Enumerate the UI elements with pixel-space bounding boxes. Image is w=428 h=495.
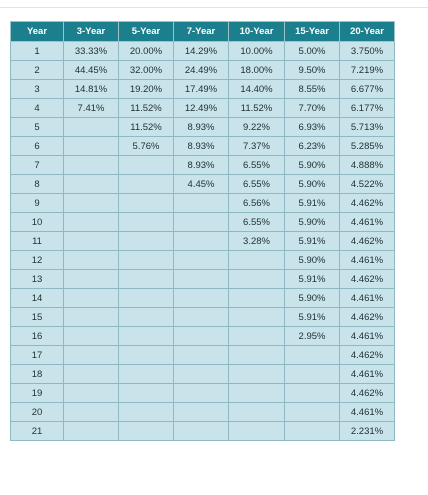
rate-cell — [64, 118, 119, 137]
rate-cell: 4.462% — [340, 346, 395, 365]
rate-cell — [64, 289, 119, 308]
rate-cell: 4.462% — [340, 232, 395, 251]
rate-cell: 6.55% — [229, 213, 285, 232]
column-header-15-year: 15-Year — [285, 22, 340, 42]
table-header — [11, 22, 395, 42]
rate-cell — [174, 384, 229, 403]
rate-cell: 11.52% — [229, 99, 285, 118]
table-row — [11, 346, 395, 365]
column-header-5-year: 5-Year — [119, 22, 174, 42]
year-cell: 18 — [11, 365, 64, 384]
table-row — [11, 251, 395, 270]
rate-cell — [229, 384, 285, 403]
rate-cell — [174, 346, 229, 365]
column-header-year: Year — [11, 22, 64, 42]
rate-cell — [119, 346, 174, 365]
rate-cell — [64, 422, 119, 441]
rate-cell: 6.55% — [229, 175, 285, 194]
column-header-20-year: 20-Year — [340, 22, 395, 42]
table-row — [11, 403, 395, 422]
table-row — [11, 42, 395, 61]
rate-cell: 8.55% — [285, 80, 340, 99]
rate-cell: 8.93% — [174, 137, 229, 156]
year-cell: 13 — [11, 270, 64, 289]
rate-cell: 19.20% — [119, 80, 174, 99]
rate-cell: 5.90% — [285, 289, 340, 308]
table-row — [11, 327, 395, 346]
rate-cell — [64, 156, 119, 175]
rate-cell: 4.462% — [340, 384, 395, 403]
rate-cell — [119, 365, 174, 384]
rate-cell — [285, 346, 340, 365]
rate-cell: 4.462% — [340, 270, 395, 289]
rate-cell — [64, 270, 119, 289]
rate-cell: 10.00% — [229, 42, 285, 61]
rate-cell — [64, 365, 119, 384]
rate-cell — [119, 289, 174, 308]
rate-cell — [174, 327, 229, 346]
rate-cell: 9.50% — [285, 61, 340, 80]
rate-cell — [285, 365, 340, 384]
rate-cell: 5.91% — [285, 194, 340, 213]
rate-cell: 6.23% — [285, 137, 340, 156]
table-row — [11, 308, 395, 327]
rate-cell — [119, 232, 174, 251]
year-cell: 1 — [11, 42, 64, 61]
rate-cell — [174, 403, 229, 422]
table-body — [11, 42, 395, 441]
rate-cell — [174, 422, 229, 441]
rate-cell: 11.52% — [119, 99, 174, 118]
rate-cell: 5.00% — [285, 42, 340, 61]
rate-cell: 4.461% — [340, 365, 395, 384]
rate-cell: 5.91% — [285, 270, 340, 289]
year-cell: 17 — [11, 346, 64, 365]
rate-cell: 4.461% — [340, 289, 395, 308]
rate-cell: 12.49% — [174, 99, 229, 118]
table-row — [11, 118, 395, 137]
rate-cell — [229, 365, 285, 384]
rate-cell: 4.888% — [340, 156, 395, 175]
rate-cell: 5.91% — [285, 232, 340, 251]
year-cell: 10 — [11, 213, 64, 232]
table-row — [11, 80, 395, 99]
rate-cell: 2.231% — [340, 422, 395, 441]
table-row — [11, 137, 395, 156]
rate-cell — [119, 251, 174, 270]
rate-cell: 5.713% — [340, 118, 395, 137]
depreciation-table — [10, 21, 395, 441]
rate-cell — [174, 289, 229, 308]
table-row — [11, 194, 395, 213]
rate-cell: 6.93% — [285, 118, 340, 137]
rate-cell: 8.93% — [174, 118, 229, 137]
rate-cell: 4.522% — [340, 175, 395, 194]
rate-cell: 5.76% — [119, 137, 174, 156]
depreciation-table-container — [10, 21, 395, 441]
year-cell: 19 — [11, 384, 64, 403]
year-cell: 21 — [11, 422, 64, 441]
rate-cell: 4.461% — [340, 213, 395, 232]
rate-cell — [229, 422, 285, 441]
rate-cell — [64, 403, 119, 422]
rate-cell: 4.462% — [340, 194, 395, 213]
rate-cell: 4.461% — [340, 251, 395, 270]
rate-cell — [119, 308, 174, 327]
rate-cell: 7.37% — [229, 137, 285, 156]
rate-cell — [174, 308, 229, 327]
rate-cell — [229, 327, 285, 346]
column-header-7-year: 7-Year — [174, 22, 229, 42]
rate-cell — [64, 213, 119, 232]
rate-cell — [229, 346, 285, 365]
table-row — [11, 156, 395, 175]
rate-cell — [64, 137, 119, 156]
year-cell: 15 — [11, 308, 64, 327]
table-row — [11, 213, 395, 232]
table-row — [11, 422, 395, 441]
rate-cell — [64, 384, 119, 403]
rate-cell — [119, 422, 174, 441]
rate-cell: 3.750% — [340, 42, 395, 61]
rate-cell: 6.177% — [340, 99, 395, 118]
table-row — [11, 365, 395, 384]
rate-cell: 4.461% — [340, 327, 395, 346]
rate-cell: 14.40% — [229, 80, 285, 99]
table-row — [11, 384, 395, 403]
rate-cell: 32.00% — [119, 61, 174, 80]
year-cell: 14 — [11, 289, 64, 308]
rate-cell: 5.90% — [285, 175, 340, 194]
rate-cell — [64, 232, 119, 251]
rate-cell: 7.219% — [340, 61, 395, 80]
rate-cell: 4.461% — [340, 403, 395, 422]
year-cell: 8 — [11, 175, 64, 194]
rate-cell: 18.00% — [229, 61, 285, 80]
rate-cell: 5.90% — [285, 156, 340, 175]
rate-cell: 4.462% — [340, 308, 395, 327]
rate-cell: 5.90% — [285, 213, 340, 232]
rate-cell — [64, 346, 119, 365]
rate-cell — [119, 156, 174, 175]
rate-cell: 5.91% — [285, 308, 340, 327]
year-cell: 20 — [11, 403, 64, 422]
rate-cell: 33.33% — [64, 42, 119, 61]
table-row — [11, 232, 395, 251]
rate-cell — [285, 403, 340, 422]
rate-cell — [64, 175, 119, 194]
rate-cell: 6.677% — [340, 80, 395, 99]
rate-cell — [285, 422, 340, 441]
table-row — [11, 270, 395, 289]
rate-cell — [229, 270, 285, 289]
rate-cell — [229, 308, 285, 327]
rate-cell: 20.00% — [119, 42, 174, 61]
rate-cell — [119, 270, 174, 289]
top-divider — [0, 7, 428, 8]
rate-cell — [119, 327, 174, 346]
rate-cell — [174, 251, 229, 270]
table-row — [11, 61, 395, 80]
rate-cell — [64, 251, 119, 270]
year-cell: 2 — [11, 61, 64, 80]
rate-cell: 17.49% — [174, 80, 229, 99]
rate-cell: 4.45% — [174, 175, 229, 194]
rate-cell — [64, 327, 119, 346]
year-cell: 11 — [11, 232, 64, 251]
year-cell: 12 — [11, 251, 64, 270]
rate-cell — [174, 270, 229, 289]
rate-cell: 5.285% — [340, 137, 395, 156]
rate-cell — [119, 384, 174, 403]
rate-cell: 2.95% — [285, 327, 340, 346]
rate-cell — [229, 403, 285, 422]
rate-cell: 7.41% — [64, 99, 119, 118]
rate-cell — [64, 308, 119, 327]
year-cell: 16 — [11, 327, 64, 346]
header-row — [11, 22, 395, 42]
rate-cell: 7.70% — [285, 99, 340, 118]
rate-cell — [119, 403, 174, 422]
rate-cell — [229, 251, 285, 270]
year-cell: 6 — [11, 137, 64, 156]
rate-cell: 8.93% — [174, 156, 229, 175]
rate-cell — [119, 213, 174, 232]
rate-cell — [285, 384, 340, 403]
year-cell: 7 — [11, 156, 64, 175]
rate-cell — [119, 194, 174, 213]
column-header-3-year: 3-Year — [64, 22, 119, 42]
rate-cell — [174, 213, 229, 232]
rate-cell: 44.45% — [64, 61, 119, 80]
rate-cell: 11.52% — [119, 118, 174, 137]
rate-cell: 6.56% — [229, 194, 285, 213]
rate-cell: 3.28% — [229, 232, 285, 251]
rate-cell: 14.29% — [174, 42, 229, 61]
table-row — [11, 175, 395, 194]
year-cell: 3 — [11, 80, 64, 99]
rate-cell — [229, 289, 285, 308]
table-row — [11, 289, 395, 308]
column-header-10-year: 10-Year — [229, 22, 285, 42]
rate-cell — [119, 175, 174, 194]
year-cell: 5 — [11, 118, 64, 137]
rate-cell: 14.81% — [64, 80, 119, 99]
rate-cell: 6.55% — [229, 156, 285, 175]
rate-cell — [174, 232, 229, 251]
year-cell: 9 — [11, 194, 64, 213]
rate-cell — [64, 194, 119, 213]
table-row — [11, 99, 395, 118]
rate-cell: 5.90% — [285, 251, 340, 270]
rate-cell: 9.22% — [229, 118, 285, 137]
rate-cell — [174, 194, 229, 213]
rate-cell — [174, 365, 229, 384]
year-cell: 4 — [11, 99, 64, 118]
rate-cell: 24.49% — [174, 61, 229, 80]
